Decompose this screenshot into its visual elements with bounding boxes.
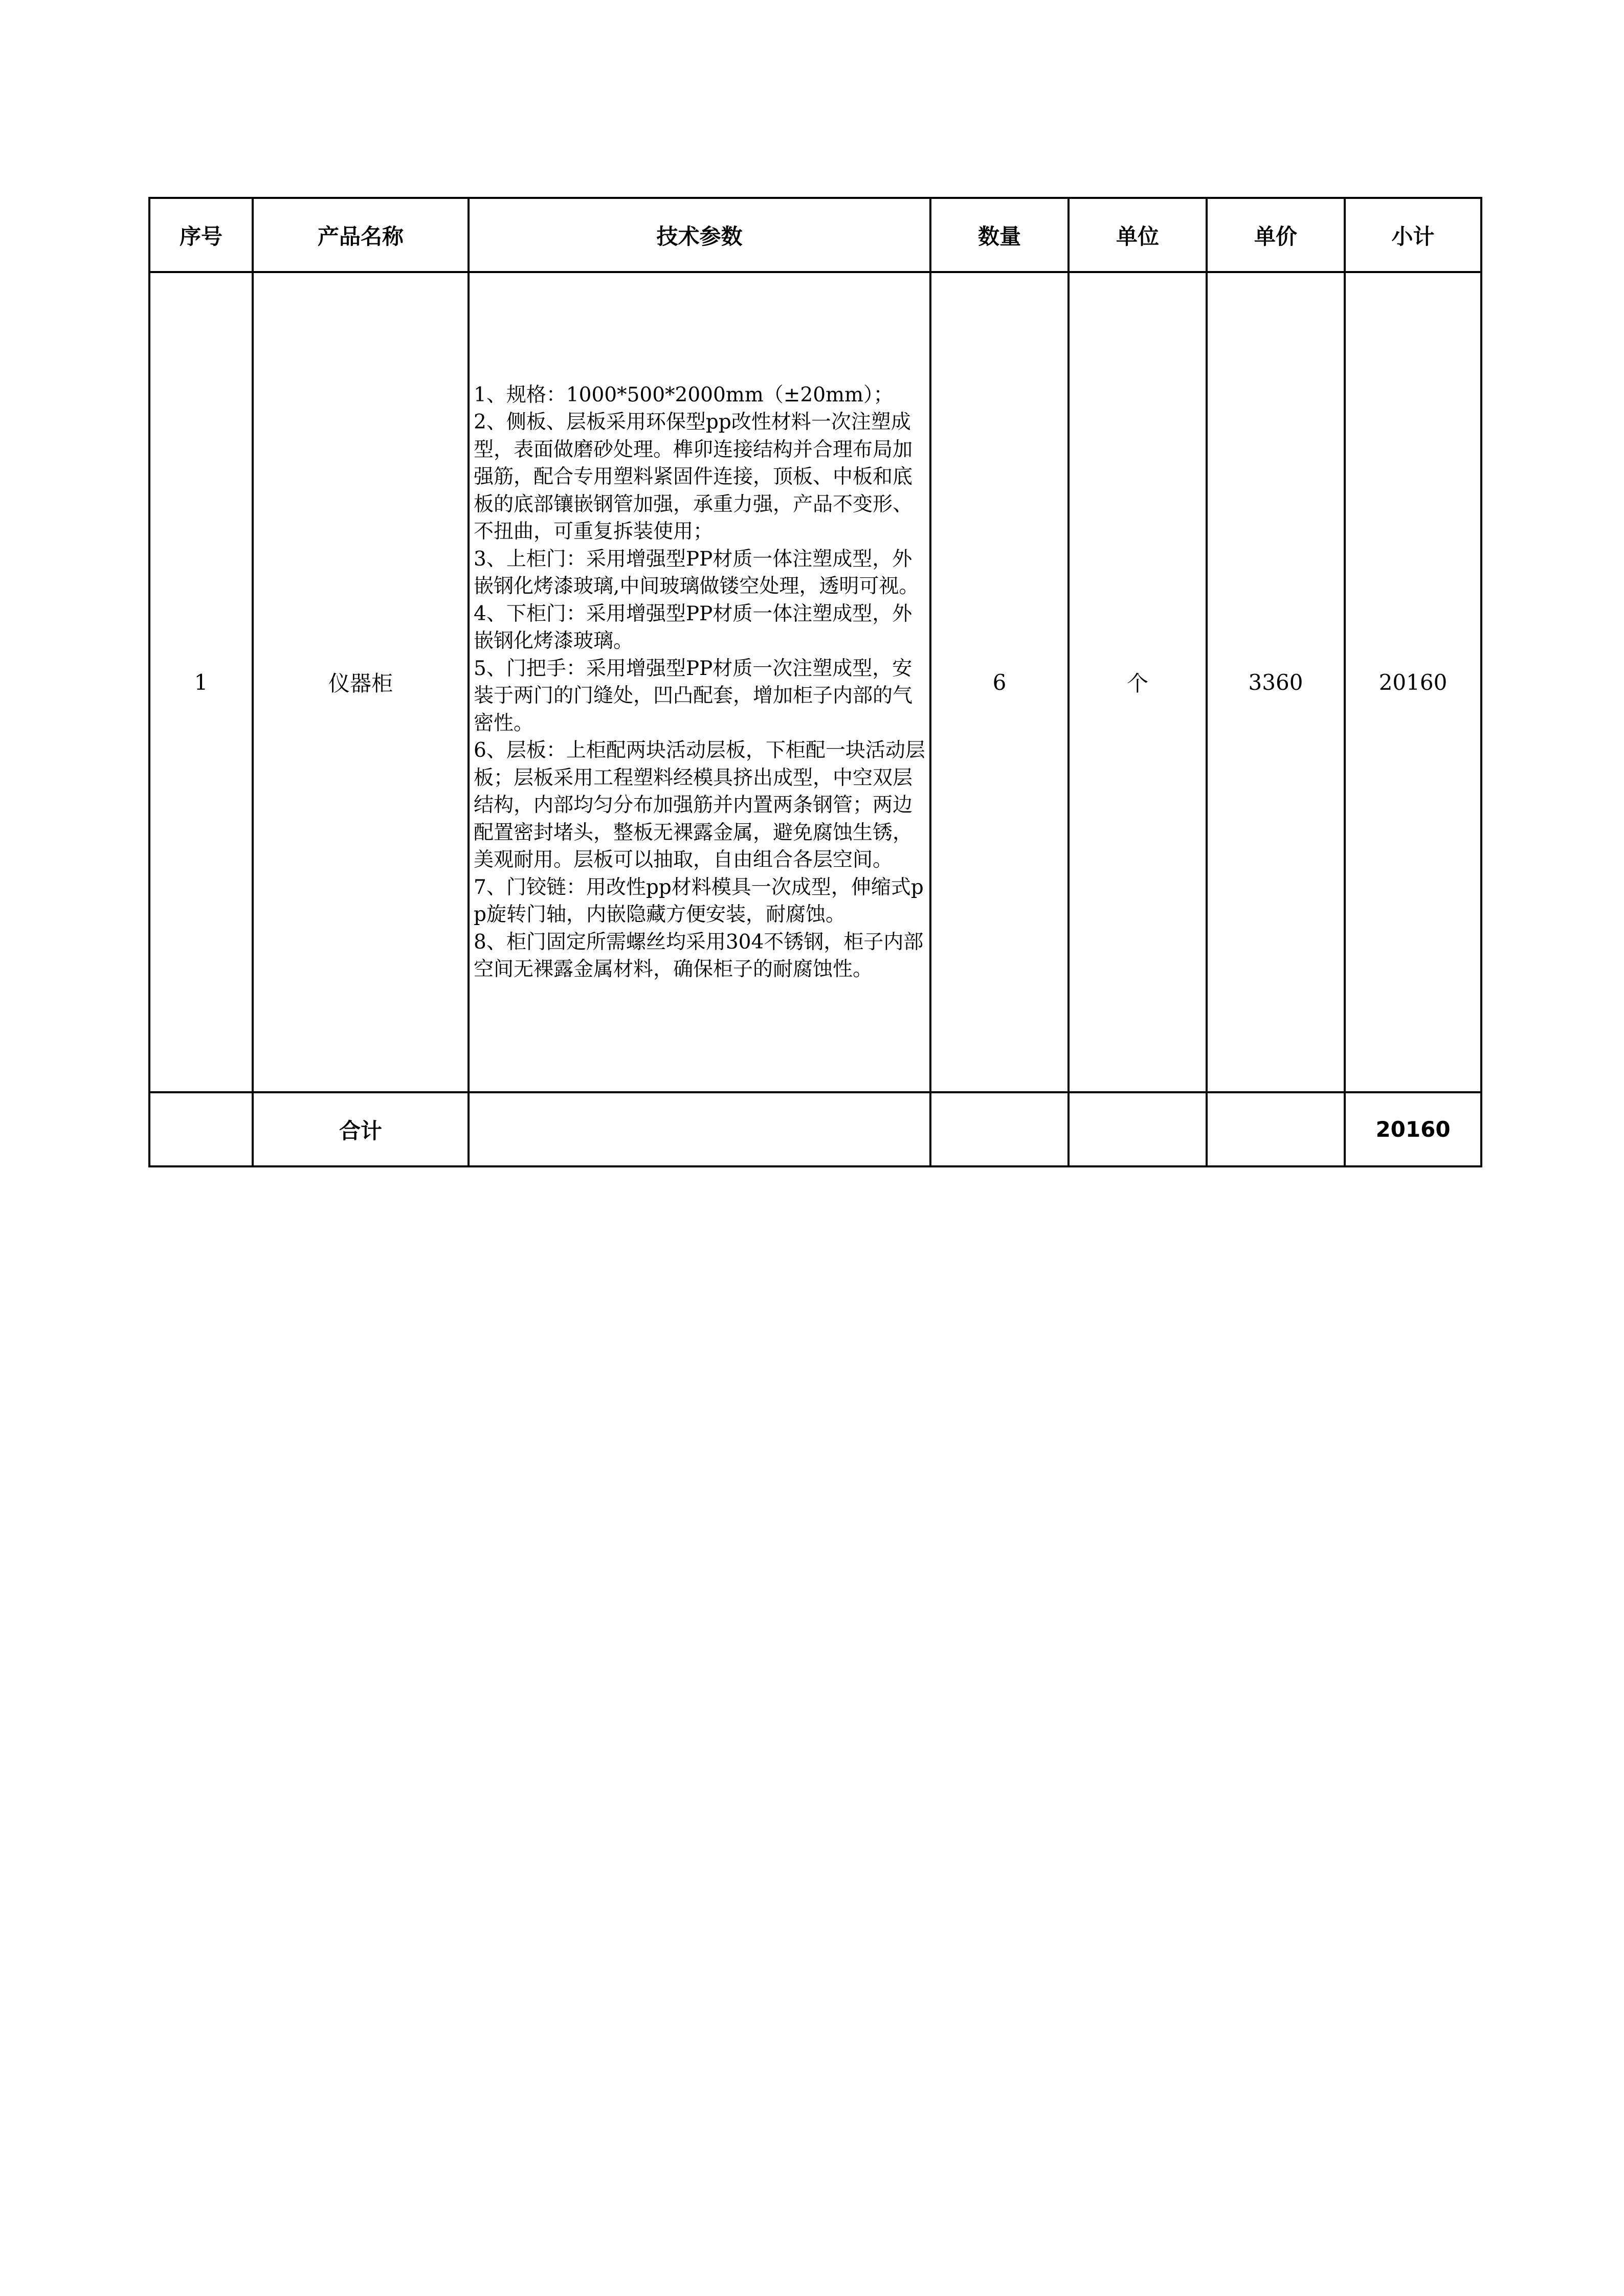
spec-line: 6、层板：上柜配两块活动层板，下柜配一块活动层板；层板采用工程塑料经模具挤出成型，中空双层结构，内部均匀分布加强筋并内置两条钢管；两边配置密封堵头，整板无裸露金属，避免腐蚀生锈，美观耐用。层板可以抽取，自由组合各层空间。 <box>474 739 925 871</box>
spec-line: 2、侧板、层板采用环保型pp改性材料一次注塑成型，表面做磨砂处理。榫卯连接结构并合理布局加强筋，配合专用塑料紧固件连接，顶板、中板和底板的底部镶嵌钢管加强，承重力强，产品不变形、不扭曲，可重复拆装使用； <box>474 411 913 543</box>
total-row <box>149 1092 1481 1166</box>
total-cell-unit-price <box>1207 1092 1345 1166</box>
cell-subtotal: 20160 <box>1345 272 1481 1092</box>
header-spec: 技术参数 <box>469 198 930 272</box>
cell-index: 1 <box>149 272 253 1092</box>
total-cell-spec <box>469 1092 930 1166</box>
spec-line: 5、门把手：采用增强型PP材质一次注塑成型，安装于两门的门缝处，凹凸配套，增加柜子内部的气密性。 <box>474 657 913 735</box>
quotation-table <box>148 197 1482 1167</box>
total-label: 合计 <box>253 1092 469 1166</box>
cell-quantity: 6 <box>930 272 1069 1092</box>
spec-line: 7、门铰链：用改性pp材料模具一次成型，伸缩式pp旋转门轴，内嵌隐藏方便安装，耐腐蚀。 <box>474 875 924 926</box>
header-quantity: 数量 <box>930 198 1069 272</box>
cell-unit: 个 <box>1069 272 1207 1092</box>
cell-product-name: 仪器柜 <box>253 272 469 1092</box>
total-subtotal: 20160 <box>1345 1092 1481 1166</box>
header-unit: 单位 <box>1069 198 1207 272</box>
header-subtotal: 小计 <box>1345 198 1481 272</box>
header-index: 序号 <box>149 198 253 272</box>
header-unit-price: 单价 <box>1207 198 1345 272</box>
header-row <box>149 198 1481 272</box>
spec-line: 3、上柜门：采用增强型PP材质一体注塑成型，外嵌钢化烤漆玻璃,中间玻璃做镂空处理，透明可视。 <box>474 547 919 598</box>
total-cell-unit <box>1069 1092 1207 1166</box>
cell-spec <box>469 272 930 1092</box>
spec-text <box>470 381 929 983</box>
total-cell-index <box>149 1092 253 1166</box>
spec-line: 1、规格：1000*500*2000mm（±20mm）； <box>474 383 894 407</box>
table-row <box>149 272 1481 1092</box>
cell-unit-price: 3360 <box>1207 272 1345 1092</box>
spec-line: 4、下柜门：采用增强型PP材质一体注塑成型，外嵌钢化烤漆玻璃。 <box>474 602 913 652</box>
header-product-name: 产品名称 <box>253 198 469 272</box>
spec-line: 8、柜门固定所需螺丝均采用304不锈钢，柜子内部空间无裸露金属材料，确保柜子的耐腐蚀性。 <box>474 930 924 981</box>
total-cell-quantity <box>930 1092 1069 1166</box>
